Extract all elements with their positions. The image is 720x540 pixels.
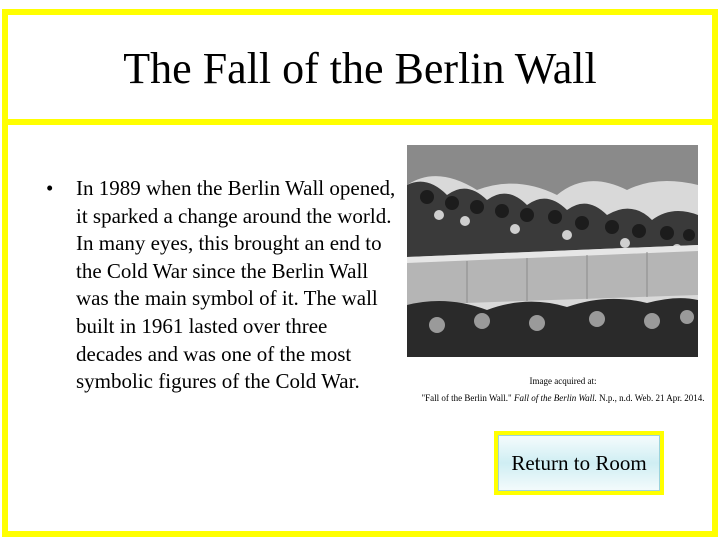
berlin-wall-photo-graphic bbox=[407, 145, 698, 357]
caption-heading: Image acquired at: bbox=[529, 376, 597, 386]
image-caption bbox=[418, 375, 708, 405]
bullet-item bbox=[38, 175, 398, 396]
content-frame bbox=[2, 119, 718, 537]
slide-title: The Fall of the Berlin Wall bbox=[123, 44, 597, 93]
bullet-marker: • bbox=[46, 176, 54, 200]
bullet-list bbox=[38, 175, 398, 396]
return-to-room-button[interactable]: Return to Room bbox=[494, 431, 664, 495]
caption-source-title: Fall of the Berlin Wall. bbox=[513, 393, 597, 403]
caption-source-suffix: N.p., n.d. Web. 21 Apr. 2014. bbox=[599, 393, 705, 403]
title-frame bbox=[2, 9, 718, 129]
caption-source-prefix: "Fall of the Berlin Wall." bbox=[421, 393, 512, 403]
bullet-text: In 1989 when the Berlin Wall opened, it sparked a change around the world. In many eyes, this brought an end to the Cold War since the Berlin Wall was the main symbol of it. The wall built in 1961 lasted over three decades and was one of the most symbolic figures of the Cold War. bbox=[76, 176, 396, 394]
berlin-wall-photo bbox=[407, 145, 698, 357]
